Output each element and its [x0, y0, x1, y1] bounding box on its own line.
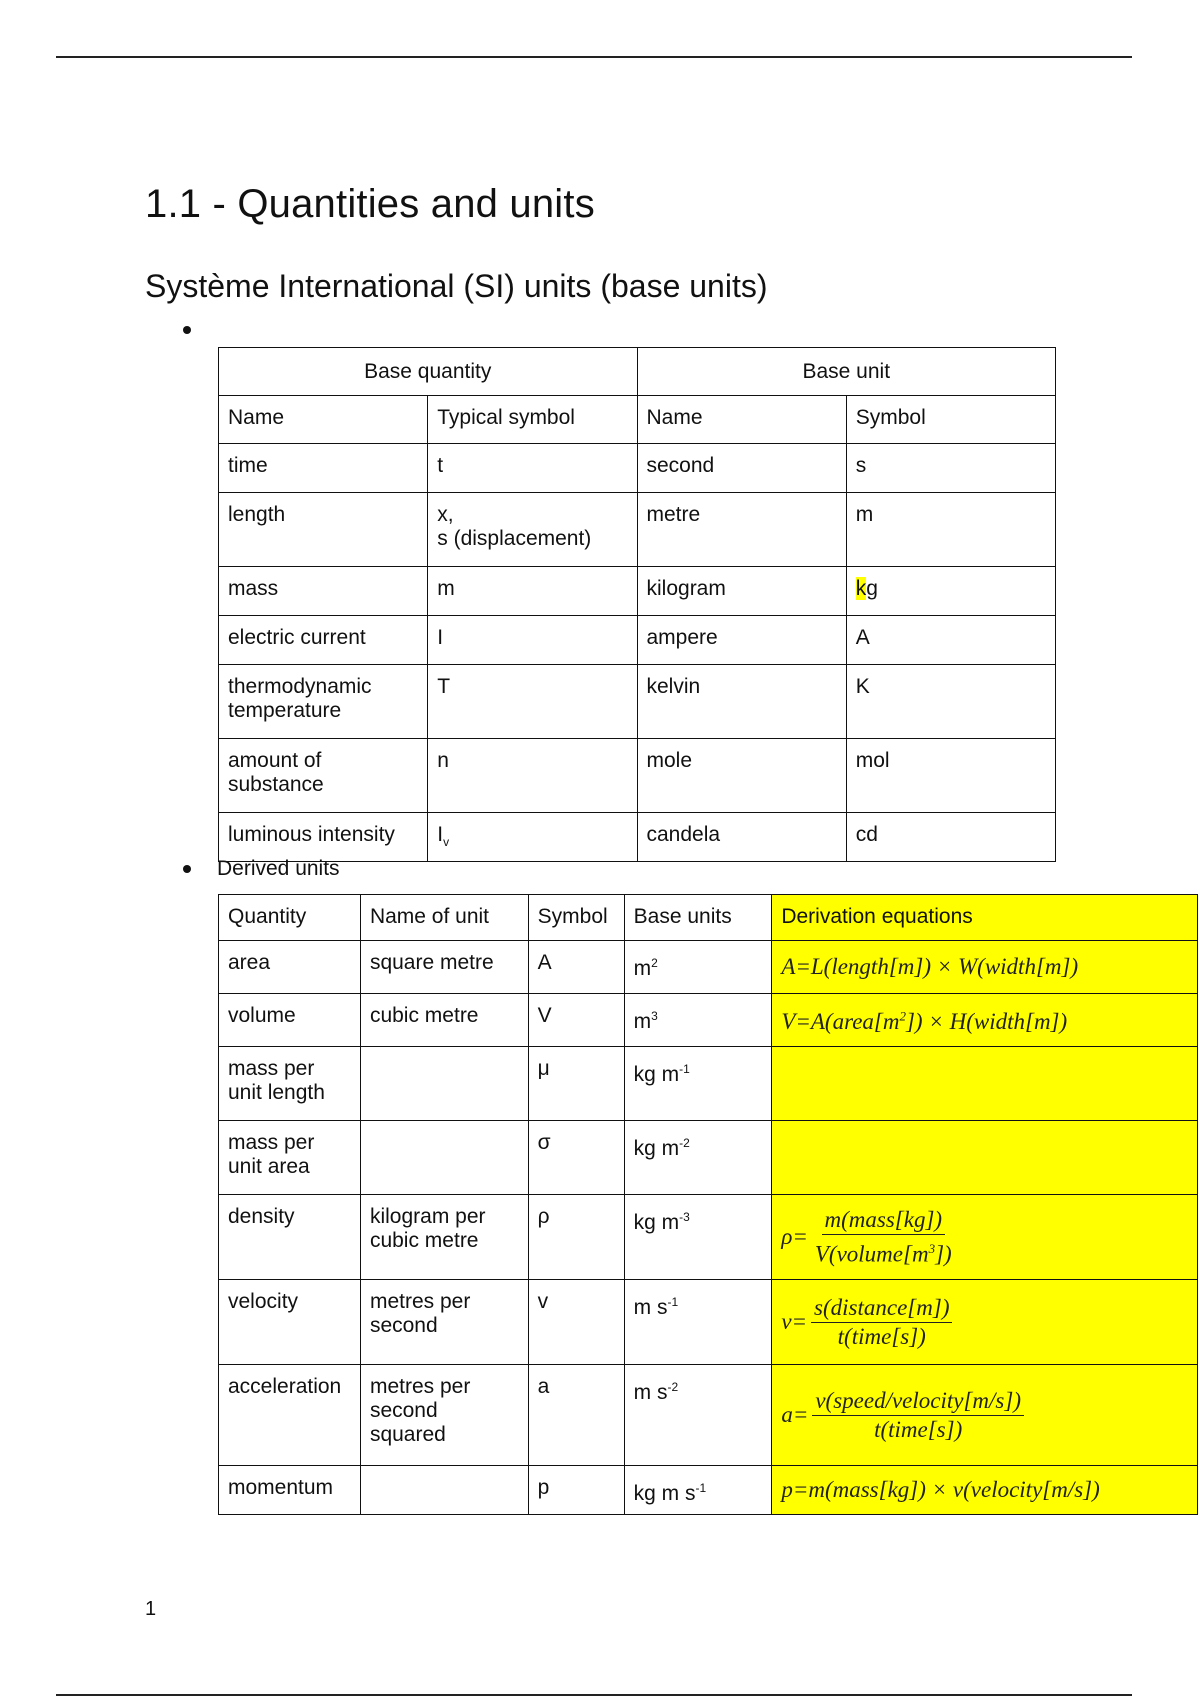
- equation-lhs: v=: [781, 1309, 808, 1334]
- table-row: [219, 813, 1056, 862]
- unit-name: mole: [637, 739, 846, 813]
- table-row: [219, 444, 1056, 493]
- unit-symbol: μ: [528, 1047, 624, 1121]
- unit-name: kelvin: [637, 665, 846, 739]
- quantity-name: electric current: [219, 616, 428, 665]
- quantity-name: volume: [219, 994, 361, 1047]
- exponent: 2: [651, 956, 658, 970]
- quantity-name: thermodynamic temperature: [219, 665, 428, 739]
- derived-units-table: [218, 894, 1198, 1515]
- equation-text: [781, 1009, 1067, 1034]
- exponent: -2: [679, 1136, 690, 1150]
- base-units: [624, 1466, 772, 1515]
- unit-symbol: A: [528, 941, 624, 994]
- quantity-symbol: [428, 813, 637, 862]
- base-units-text: m s: [633, 1296, 668, 1319]
- table-row: [219, 1195, 1198, 1280]
- exponent: -1: [667, 1295, 679, 1309]
- unit-name: cubic metre: [360, 994, 528, 1047]
- column-header: Name of unit: [360, 895, 528, 941]
- equation-exponent: 2: [899, 1008, 906, 1024]
- derived-units-label: Derived units: [217, 857, 340, 880]
- section-heading: Système International (SI) units (base units): [145, 268, 768, 304]
- table-row: [219, 1280, 1198, 1365]
- base-units-table: [218, 347, 1056, 862]
- table-row: [219, 1121, 1198, 1195]
- group-header-base-quantity: Base quantity: [219, 348, 638, 396]
- quantity-symbol: T: [428, 665, 637, 739]
- column-header: Derivation equations: [772, 895, 1198, 941]
- derivation-equation: [772, 1466, 1198, 1515]
- exponent: -1: [679, 1062, 690, 1076]
- equation-fraction: [781, 1208, 1188, 1267]
- derivation-equation: [772, 1365, 1198, 1466]
- bullet-icon: [183, 326, 191, 334]
- highlighted-prefix: k: [855, 577, 867, 600]
- fraction: [812, 1208, 955, 1267]
- group-header-base-unit: Base unit: [637, 348, 1056, 396]
- table-row: [219, 1365, 1198, 1466]
- page-title: 1.1 - Quantities and units: [145, 182, 595, 226]
- numerator: m(mass[kg]): [822, 1208, 946, 1235]
- quantity-name: momentum: [219, 1466, 361, 1515]
- base-units: [624, 1280, 772, 1365]
- base-units: [624, 1121, 772, 1195]
- unit-symbol: s: [846, 444, 1055, 493]
- denominator: t(time[s]): [874, 1416, 963, 1442]
- column-header: Name: [219, 396, 428, 444]
- base-units: [624, 1365, 772, 1466]
- derivation-equation: [772, 1280, 1198, 1365]
- unit-symbol-text: [856, 577, 878, 600]
- equation-part: ]) × H(width[m]): [905, 1009, 1068, 1035]
- equation-exponent: 3: [928, 1240, 936, 1256]
- exponent: -1: [695, 1481, 707, 1495]
- footer-rule: [56, 1694, 1132, 1696]
- symbol-main: I: [437, 823, 444, 846]
- quantity-name: time: [219, 444, 428, 493]
- derivation-equation: [772, 941, 1198, 994]
- quantity-name: luminous intensity: [219, 813, 428, 862]
- derivation-equation: [772, 1195, 1198, 1280]
- unit-name: kilogram per cubic metre: [360, 1195, 528, 1280]
- table-row: [219, 994, 1198, 1047]
- unit-name: kilogram: [637, 567, 846, 616]
- unit-symbol: K: [846, 665, 1055, 739]
- column-header: Symbol: [528, 895, 624, 941]
- equation-part: ]): [935, 1241, 952, 1267]
- quantity-symbol: t: [428, 444, 637, 493]
- table-row: [219, 1466, 1198, 1515]
- unit-symbol: p: [528, 1466, 624, 1515]
- equation-part: V=A(area[m: [781, 1009, 900, 1035]
- equation-lhs: ρ=: [781, 1224, 808, 1249]
- unit-name: [360, 1466, 528, 1515]
- denominator: t(time[s]): [837, 1323, 926, 1349]
- base-units-text: kg m: [633, 1137, 680, 1160]
- exponent: -2: [667, 1380, 679, 1394]
- quantity-name: length: [219, 493, 428, 567]
- derivation-equation: [772, 994, 1198, 1047]
- numerator: v(speed/velocity[m/s]): [812, 1389, 1024, 1416]
- unit-name: metre: [637, 493, 846, 567]
- quantity-name: mass: [219, 567, 428, 616]
- unit-name: [360, 1121, 528, 1195]
- quantity-name: area: [219, 941, 361, 994]
- table-row: [219, 665, 1056, 739]
- quantity-name: acceleration: [219, 1365, 361, 1466]
- base-units-text: m: [633, 1010, 652, 1033]
- base-units: [624, 1047, 772, 1121]
- symbol-subscript: v: [443, 835, 450, 850]
- fraction: [812, 1389, 1024, 1442]
- unit-symbol: ρ: [528, 1195, 624, 1280]
- table-row: [219, 1047, 1198, 1121]
- page-number: 1: [145, 1598, 157, 1620]
- base-units: [624, 941, 772, 994]
- quantity-name: mass per unit area: [219, 1121, 361, 1195]
- quantity-name: mass per unit length: [219, 1047, 361, 1121]
- base-units: [624, 1195, 772, 1280]
- base-units-text: kg m s: [633, 1482, 696, 1505]
- unit-symbol: σ: [528, 1121, 624, 1195]
- unit-symbol: [846, 567, 1055, 616]
- unit-symbol: m: [846, 493, 1055, 567]
- quantity-name: density: [219, 1195, 361, 1280]
- base-units: [624, 994, 772, 1047]
- table-row: [219, 616, 1056, 665]
- equation-text: A=L(length[m]) × W(width[m]): [781, 953, 1079, 979]
- unit-name: candela: [637, 813, 846, 862]
- unit-name: ampere: [637, 616, 846, 665]
- equation-text: p=m(mass[kg]) × v(velocity[m/s]): [781, 1476, 1100, 1502]
- unit-symbol-rest: g: [866, 577, 878, 600]
- unit-symbol: cd: [846, 813, 1055, 862]
- bullet-icon: [183, 865, 191, 873]
- base-units-text: m s: [633, 1381, 668, 1404]
- unit-symbol: V: [528, 994, 624, 1047]
- column-header: Typical symbol: [428, 396, 637, 444]
- base-units-text: m: [633, 957, 652, 980]
- unit-name: [360, 1047, 528, 1121]
- table-row: [219, 941, 1198, 994]
- quantity-name: amount of substance: [219, 739, 428, 813]
- quantity-name: velocity: [219, 1280, 361, 1365]
- column-header: Quantity: [219, 895, 361, 941]
- base-units-text: kg m: [633, 1211, 680, 1234]
- exponent: -3: [679, 1210, 690, 1224]
- unit-symbol: A: [846, 616, 1055, 665]
- equation-fraction: [781, 1389, 1188, 1442]
- unit-name: metres per second: [360, 1280, 528, 1365]
- exponent: 3: [651, 1009, 658, 1023]
- fraction: [811, 1296, 952, 1349]
- quantity-symbol: m: [428, 567, 637, 616]
- unit-symbol: mol: [846, 739, 1055, 813]
- header-rule: [56, 56, 1132, 58]
- numerator: s(distance[m]): [811, 1296, 952, 1323]
- unit-symbol: v: [528, 1280, 624, 1365]
- table-row: [219, 739, 1056, 813]
- column-header: Base units: [624, 895, 772, 941]
- unit-symbol: a: [528, 1365, 624, 1466]
- quantity-symbol: I: [428, 616, 637, 665]
- unit-name: second: [637, 444, 846, 493]
- equation-part: V(volume[m: [814, 1241, 929, 1267]
- equation-lhs: a=: [781, 1402, 809, 1427]
- unit-name: square metre: [360, 941, 528, 994]
- column-header: Name: [637, 396, 846, 444]
- table-row: [219, 567, 1056, 616]
- unit-name: metres per second squared: [360, 1365, 528, 1466]
- equation-fraction: [781, 1296, 1188, 1349]
- column-header: Symbol: [846, 396, 1055, 444]
- quantity-symbol: n: [428, 739, 637, 813]
- quantity-symbol: x, s (displacement): [428, 493, 637, 567]
- base-units-text: kg m: [633, 1063, 680, 1086]
- derivation-equation: [772, 1121, 1198, 1195]
- denominator: [812, 1235, 955, 1267]
- table-row: [219, 493, 1056, 567]
- derivation-equation: [772, 1047, 1198, 1121]
